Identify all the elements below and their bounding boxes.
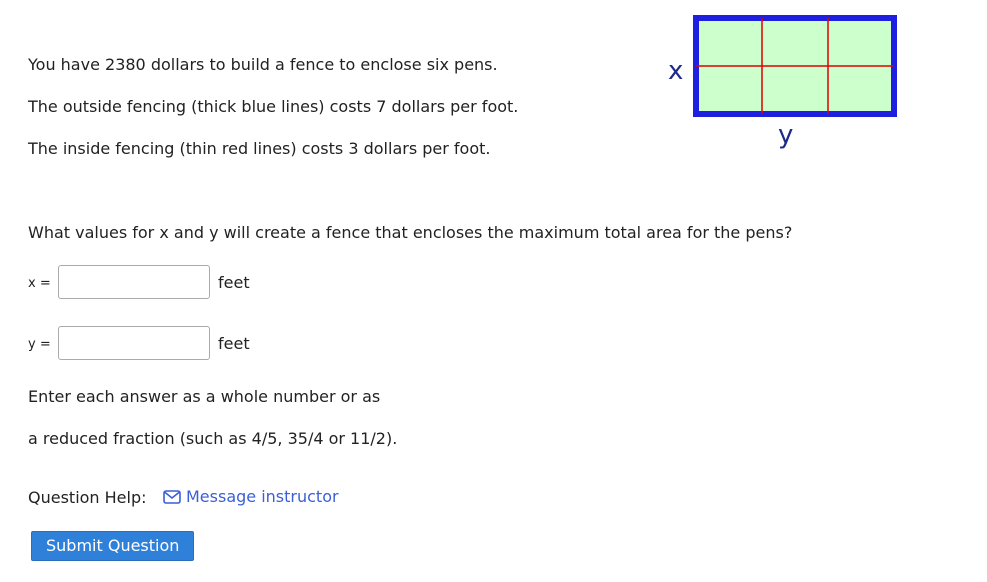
question-help-label: Question Help:	[28, 488, 147, 507]
envelope-icon	[162, 487, 182, 507]
y-answer-label: y =	[28, 337, 51, 352]
submit-question-button[interactable]: Submit Question	[31, 531, 194, 561]
message-instructor-label: Message instructor	[186, 487, 339, 506]
x-unit-label: feet	[218, 273, 250, 292]
fence-diagram	[660, 14, 910, 164]
problem-line-budget: You have 2380 dollars to build a fence to enclose six pens.	[28, 55, 498, 74]
instructions-line-2: a reduced fraction (such as 4/5, 35/4 or 11/2).	[28, 429, 398, 448]
y-unit-label: feet	[218, 334, 250, 353]
diagram-x-label: x	[668, 56, 684, 86]
diagram-y-label: y	[778, 120, 794, 150]
y-answer-input[interactable]	[58, 326, 210, 360]
x-answer-input[interactable]	[58, 265, 210, 299]
instructions-line-1: Enter each answer as a whole number or as	[28, 387, 381, 406]
x-answer-label: x =	[28, 276, 51, 291]
message-instructor-link[interactable]	[162, 487, 339, 507]
problem-line-outside-cost: The outside fencing (thick blue lines) costs 7 dollars per foot.	[28, 97, 519, 116]
problem-line-inside-cost: The inside fencing (thin red lines) costs 3 dollars per foot.	[28, 139, 491, 158]
question-text: What values for x and y will create a fence that encloses the maximum total area for the pens?	[28, 223, 793, 242]
